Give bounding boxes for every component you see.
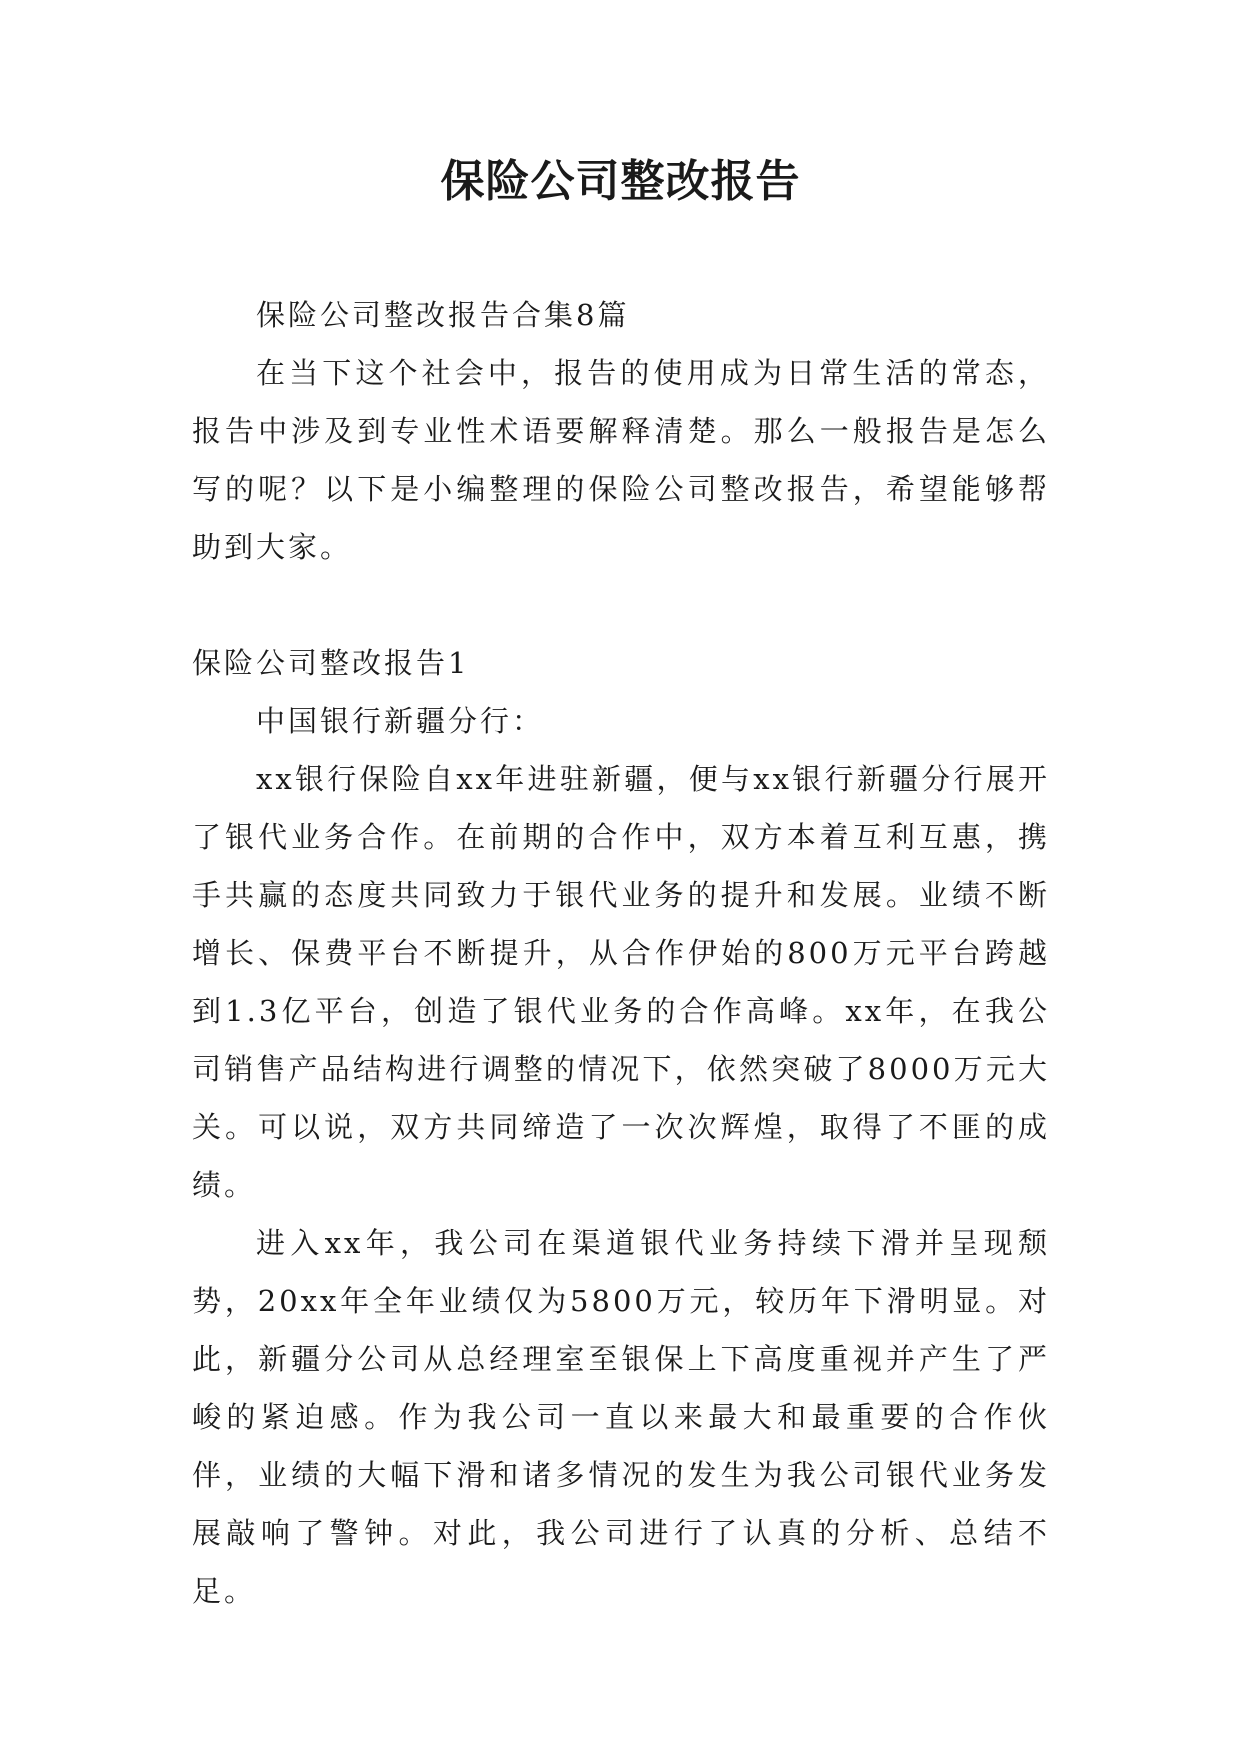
section-heading: 保险公司整改报告1 (192, 646, 470, 680)
collection-subtitle: 保险公司整改报告合集8篇 (256, 298, 630, 332)
paragraph-spacer (192, 576, 1050, 634)
salutation: 中国银行新疆分行： (256, 704, 545, 738)
body-paragraph-2: 进入xx年，我公司在渠道银代业务持续下滑并呈现颓势，20xx年全年业绩仅为5800万元，较历年下滑明显。对此，新疆分公司从总经理室至银保上下高度重视并产生了严峻的紧迫感。作为我公司一直以来最大和最重要的合作伙伴，业绩的大幅下滑和诸多情况的发生为我公司银代业务发展敲响了警钟。对此，我公司进行了认真的分析、总结不足。 (192, 1226, 1050, 1608)
document-title: 保险公司整改报告 (440, 156, 801, 207)
body-paragraph-1: xx银行保险自xx年进驻新疆，便与xx银行新疆分行展开了银代业务合作。在前期的合作中，双方本着互利互惠，携手共赢的态度共同致力于银代业务的提升和发展。业绩不断增长、保费平台不断提升，从合作伊始的800万元平台跨越到1.3亿平台，创造了银代业务的合作高峰。xx年，在我公司销售产品结构进行调整的情况下，依然突破了8000万元大关。可以说，双方共同缔造了一次次辉煌，取得了不匪的成绩。 (192, 762, 1050, 1202)
intro-paragraph: 在当下这个社会中，报告的使用成为日常生活的常态，报告中涉及到专业性术语要解释清楚。那么一般报告是怎么写的呢？以下是小编整理的保险公司整改报告，希望能够帮助到大家。 (192, 356, 1050, 564)
document-body (192, 286, 1050, 1620)
